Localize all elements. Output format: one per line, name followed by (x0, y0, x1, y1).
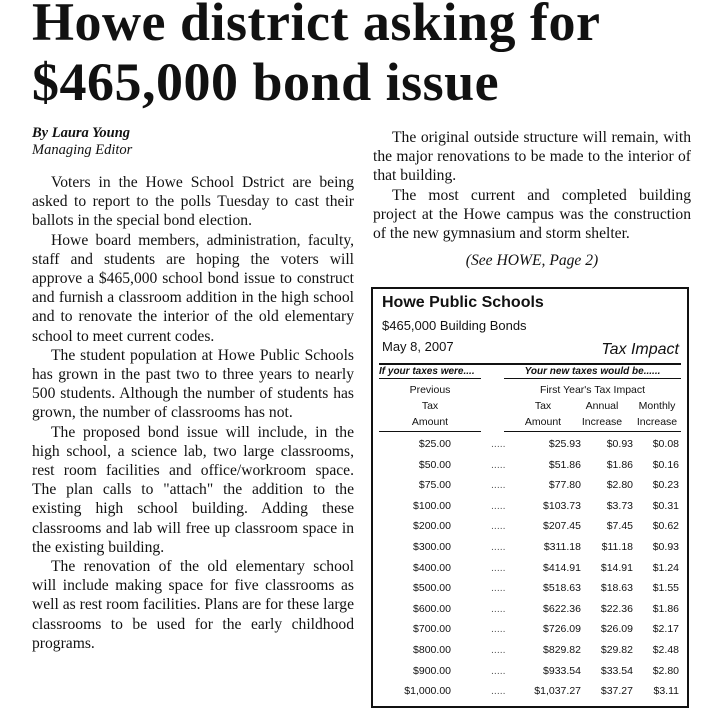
new-tax-amount: $207.45 (543, 520, 581, 533)
headline-line-1: Howe district asking for (32, 0, 601, 52)
monthly-increase: $1.24 (652, 561, 679, 574)
paragraph: The proposed bond issue will include, in the high school, a science lab, two large classrooms, rest room facilities and office/workroom space. The plan calls to "attach" the addition to the existing high school building. Adding these classrooms and lab will free up classroom space in the existing building. (32, 423, 354, 556)
header-text: Increase (636, 416, 678, 428)
header-text: Increase (581, 416, 623, 428)
leader-dots: ..... (491, 438, 506, 450)
leader-dots: ..... (491, 458, 506, 471)
new-tax-amount: $77.80 (548, 479, 581, 492)
annual-increase: $26.09 (600, 623, 633, 636)
monthly-increase: $1.86 (652, 602, 679, 615)
table-row (373, 539, 687, 560)
previous-amount: $900.00 (413, 664, 451, 677)
headline (32, 0, 722, 112)
paragraph: The student population at Howe Public Schools has grown in the past two to three years to nearly 500 students. Although the number of students has grown, the number of classrooms has not. (32, 346, 354, 422)
monthly-increase: $2.17 (652, 623, 679, 636)
new-tax-amount: $726.09 (543, 623, 581, 636)
continuation-note: (See HOWE, Page 2) (465, 252, 599, 270)
annual-increase: $37.27 (600, 685, 633, 698)
new-tax-amount: $414.91 (543, 561, 581, 574)
annual-increase: $2.80 (606, 479, 633, 492)
header-text: Tax (421, 400, 439, 412)
divider (504, 431, 681, 432)
header-text: Monthly (638, 400, 676, 412)
table-row (373, 601, 687, 622)
table-row (373, 642, 687, 663)
article-column-left (32, 125, 354, 653)
annual-increase: $7.45 (606, 520, 633, 533)
header-text: Previous (409, 384, 451, 396)
headline-line-2: $465,000 bond issue (32, 52, 500, 112)
previous-amount: $200.00 (413, 520, 451, 533)
leader-dots: ..... (491, 540, 506, 553)
previous-amount: $800.00 (413, 643, 451, 656)
monthly-increase: $0.16 (652, 458, 679, 471)
col-header-monthly (631, 398, 683, 430)
monthly-increase: $2.80 (652, 664, 679, 677)
box-date: May 8, 2007 (382, 339, 454, 354)
monthly-increase: $1.55 (652, 582, 679, 595)
annual-increase: $1.86 (606, 458, 633, 471)
header-text: Annual (585, 400, 619, 412)
first-year-label: First Year's Tax Impact (539, 384, 646, 396)
previous-amount: $600.00 (413, 602, 451, 615)
article-column-right (373, 128, 691, 270)
leader-dots: ..... (491, 479, 506, 492)
monthly-increase: $0.93 (652, 540, 679, 553)
new-tax-amount: $933.54 (543, 664, 581, 677)
col-header-annual (573, 398, 631, 430)
annual-increase: $22.36 (600, 602, 633, 615)
table-row (373, 621, 687, 642)
annual-increase: $0.93 (606, 438, 633, 450)
previous-amount: $700.00 (413, 623, 451, 636)
monthly-increase: $3.11 (653, 685, 679, 698)
annual-increase: $14.91 (600, 561, 633, 574)
monthly-increase: $0.31 (652, 499, 679, 512)
monthly-increase: $2.48 (652, 643, 679, 656)
new-tax-amount: $103.73 (543, 499, 581, 512)
right-heading: Your new taxes would be...... (504, 366, 681, 379)
new-tax-amount: $518.63 (543, 582, 581, 595)
monthly-increase: $0.08 (652, 438, 679, 450)
header-text: Amount (411, 416, 449, 428)
header-text: Tax (534, 400, 552, 412)
paragraph: Howe board members, administration, faculty, staff and students are hoping the voters will approve a $465,000 school bond issue to construct and furnish a classroom addition in the high school and to renovate the interior of the old elementary school to meet current codes. (32, 231, 354, 345)
leader-dots: ..... (491, 499, 506, 512)
leader-dots: ..... (491, 561, 506, 574)
leader-dots: ..... (491, 623, 506, 636)
new-tax-amount: $1,037.27 (534, 685, 581, 698)
leader-dots: ..... (491, 664, 506, 677)
paragraph: The original outside structure will remain, with the major renovations to be made to the interior of that building. (373, 129, 691, 185)
leader-dots: ..... (491, 685, 506, 698)
table-row (373, 498, 687, 519)
byline-author: By Laura Young (32, 125, 131, 141)
annual-increase: $11.18 (601, 540, 633, 553)
previous-amount: $300.00 (413, 540, 451, 553)
annual-increase: $18.63 (600, 582, 633, 595)
new-tax-amount: $51.86 (548, 458, 581, 471)
previous-amount: $1,000.00 (404, 685, 451, 698)
col-header-tax (513, 398, 573, 430)
leader-dots: ..... (491, 643, 506, 656)
annual-increase: $3.73 (606, 499, 633, 512)
header-text: Amount (524, 416, 562, 428)
left-heading: If your taxes were.... (379, 366, 481, 379)
table-row (373, 663, 687, 684)
paragraph: The most current and completed building project at the Howe campus was the construction of the new gymnasium and storm shelter. (373, 186, 691, 243)
box-impact-label: Tax Impact (601, 341, 679, 358)
previous-amount: $75.00 (418, 479, 451, 492)
annual-increase: $33.54 (600, 664, 633, 677)
tax-impact-box (371, 287, 689, 708)
annual-increase: $29.82 (600, 643, 633, 656)
paragraph: The renovation of the old elementary school will include making space for five classrooms as well as rest room facilities. Plans are for these large classrooms to be used for the early childhood programs. (32, 558, 354, 652)
leader-dots: ..... (491, 602, 506, 615)
paragraph: Voters in the Howe School Dstrict are being asked to report to the polls Tuesday to cast their ballots in the special bond election. (32, 174, 354, 230)
col-header-previous (379, 382, 481, 430)
previous-amount: $100.00 (413, 499, 451, 512)
leader-dots: ..... (491, 520, 506, 533)
tax-table-body (373, 436, 687, 704)
table-row (373, 560, 687, 581)
monthly-increase: $0.23 (652, 479, 679, 492)
previous-amount: $500.00 (413, 582, 451, 595)
new-tax-amount: $25.93 (548, 438, 581, 450)
new-tax-amount: $829.82 (543, 643, 581, 656)
divider (379, 363, 681, 365)
leader-dots: ..... (491, 582, 506, 595)
new-tax-amount: $622.36 (543, 602, 581, 615)
previous-amount: $400.00 (413, 561, 451, 574)
table-row (373, 436, 687, 457)
new-tax-amount: $311.18 (543, 540, 581, 553)
table-row (373, 580, 687, 601)
table-row (373, 457, 687, 478)
table-row (373, 518, 687, 539)
byline-role: Managing Editor (32, 142, 133, 158)
table-row (373, 683, 687, 704)
previous-amount: $50.00 (418, 458, 451, 471)
monthly-increase: $0.62 (652, 520, 679, 533)
box-title: Howe Public Schools (382, 294, 544, 311)
table-row (373, 477, 687, 498)
previous-amount: $25.00 (418, 438, 451, 450)
divider (379, 431, 481, 432)
box-subtitle: $465,000 Building Bonds (382, 318, 527, 333)
